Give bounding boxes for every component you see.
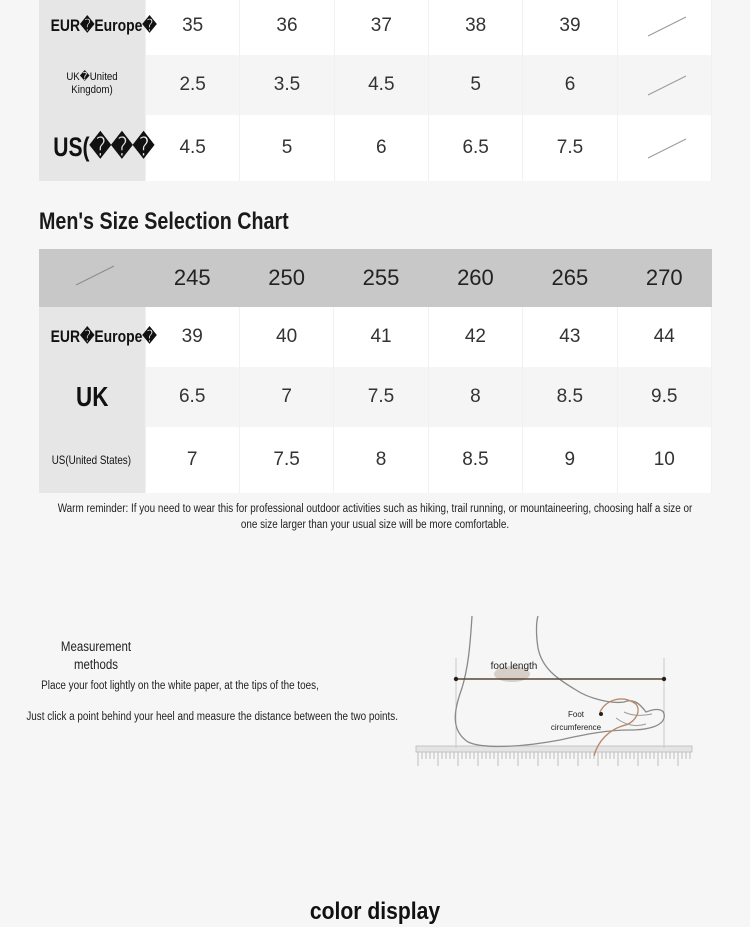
table-cell: 5 bbox=[428, 55, 522, 115]
table-cell: 4.5 bbox=[334, 55, 428, 115]
table-cell: 6 bbox=[334, 115, 428, 181]
table-cell: 7 bbox=[145, 427, 239, 493]
table-cell: 8 bbox=[428, 367, 522, 427]
table-cell: 7.5 bbox=[523, 115, 617, 181]
foot-circ-label-2: circumference bbox=[550, 723, 602, 732]
table-row bbox=[39, 307, 712, 367]
table-cell: 43 bbox=[523, 307, 617, 367]
table-cell: 35 bbox=[146, 0, 240, 55]
foot-length-label: foot length bbox=[490, 661, 538, 672]
table-cell: 2.5 bbox=[146, 55, 240, 115]
table-cell: 37 bbox=[334, 0, 428, 55]
table-cell: 7 bbox=[239, 367, 333, 427]
table-cell: 41 bbox=[334, 307, 428, 367]
row-label-uk: UK�United Kingdom) bbox=[39, 55, 146, 115]
table-cell: 39 bbox=[145, 307, 239, 367]
header-cell: 265 bbox=[523, 249, 617, 307]
section-title: Men's Size Selection Chart bbox=[39, 208, 289, 235]
diagonal-line-icon bbox=[634, 133, 694, 163]
measurement-step-1: Place your foot lightly on the white paper, at the tips of the toes, bbox=[41, 680, 319, 692]
measurement-title: Measurement methods bbox=[60, 639, 132, 672]
row-label-eur: EUR�Europe� bbox=[39, 0, 146, 55]
header-cell: 270 bbox=[617, 249, 711, 307]
table-cell: 10 bbox=[617, 427, 711, 493]
table-cell: 3.5 bbox=[240, 55, 334, 115]
foot-length-arrow-icon bbox=[454, 677, 666, 681]
table-row bbox=[39, 427, 712, 493]
table-cell: 7.5 bbox=[239, 427, 333, 493]
table-cell: 9 bbox=[523, 427, 617, 493]
row-label-us: US(��� bbox=[39, 115, 146, 181]
header-cell: 250 bbox=[239, 249, 333, 307]
table-row bbox=[39, 55, 712, 115]
diagonal-line-icon bbox=[634, 11, 694, 41]
table-cell: 6.5 bbox=[145, 367, 239, 427]
table-row bbox=[39, 367, 712, 427]
table-row bbox=[39, 115, 712, 181]
measurement-step-2: Just click a point behind your heel and measure the distance between the two points. bbox=[26, 711, 398, 723]
table-cell: 40 bbox=[239, 307, 333, 367]
table-cell: 4.5 bbox=[146, 115, 240, 181]
table-cell: 8.5 bbox=[523, 367, 617, 427]
header-cell: 255 bbox=[334, 249, 428, 307]
empty-diagonal-cell bbox=[617, 0, 711, 55]
table-cell: 8.5 bbox=[428, 427, 522, 493]
table-cell: 38 bbox=[428, 0, 522, 55]
table-cell: 44 bbox=[617, 307, 711, 367]
header-cell: 260 bbox=[428, 249, 522, 307]
women-size-table bbox=[39, 0, 712, 181]
foot-circ-label-1: Foot bbox=[567, 710, 585, 719]
warm-reminder-text: Warm reminder: If you need to wear this for professional outdoor activities such as hiking, trail running, or mountaineering, choosing half a size or one size larger than your usual size will be more comfortable. bbox=[57, 503, 693, 531]
table-cell: 36 bbox=[240, 0, 334, 55]
empty-diagonal-cell bbox=[617, 55, 711, 115]
diagonal-line-icon bbox=[62, 260, 122, 290]
table-cell: 8 bbox=[334, 427, 428, 493]
table-cell: 6.5 bbox=[428, 115, 522, 181]
empty-diagonal-cell bbox=[617, 115, 711, 181]
corner-diagonal-cell bbox=[39, 249, 145, 307]
table-cell: 42 bbox=[428, 307, 522, 367]
table-cell: 7.5 bbox=[334, 367, 428, 427]
table-header-row bbox=[39, 249, 712, 307]
ruler-icon bbox=[416, 746, 692, 766]
table-row bbox=[39, 0, 712, 55]
table-cell: 39 bbox=[523, 0, 617, 55]
table-cell: 6 bbox=[523, 55, 617, 115]
header-cell: 245 bbox=[145, 249, 239, 307]
men-size-table bbox=[39, 249, 712, 493]
diagonal-line-icon bbox=[634, 70, 694, 100]
foot-measurement-figure bbox=[410, 608, 700, 778]
table-cell: 9.5 bbox=[617, 367, 711, 427]
row-label-eur: EUR�Europe� bbox=[39, 307, 145, 367]
row-label-us: US(United States) bbox=[39, 427, 145, 493]
table-cell: 5 bbox=[240, 115, 334, 181]
section-title: color display bbox=[309, 898, 441, 925]
row-label-uk: UK bbox=[39, 367, 145, 427]
